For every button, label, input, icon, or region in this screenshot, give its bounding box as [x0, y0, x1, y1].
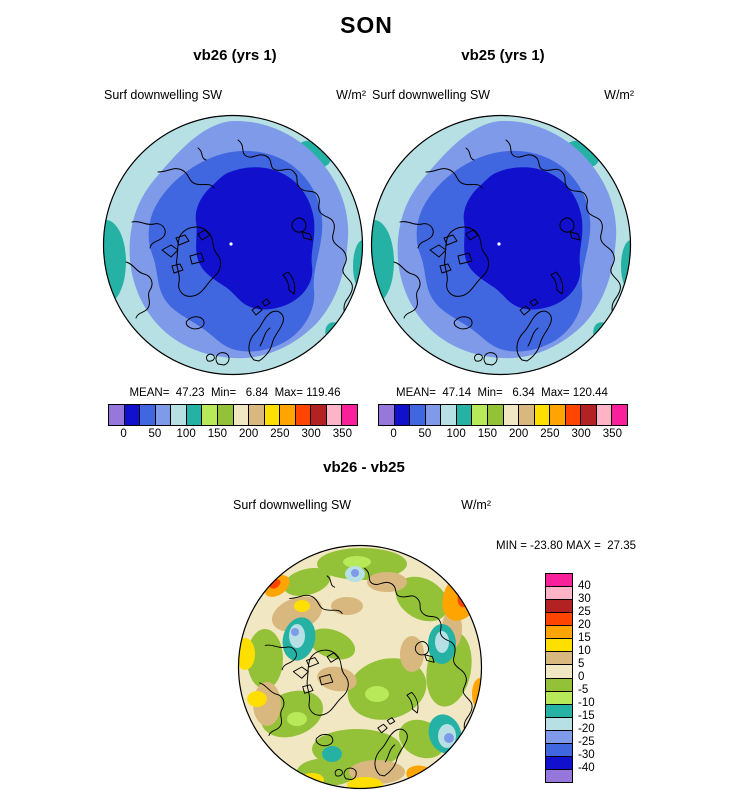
- colorbar-tick-label: 100: [446, 428, 466, 440]
- diff-units-label: W/m²: [461, 498, 491, 512]
- arctic-map-vb26: [102, 114, 364, 376]
- colorbar-segment: [546, 665, 572, 678]
- colorbar-tick-label: 150: [207, 428, 227, 440]
- colorbar-segment: [546, 705, 572, 718]
- colorbar-segment: [546, 639, 572, 652]
- colorbar-segment: [535, 405, 551, 425]
- colorbar-tick-label: -15: [578, 710, 595, 722]
- colorbar-segment: [546, 744, 572, 757]
- colorbar-tick-label: 30: [578, 593, 591, 605]
- colorbar-tick-label: 50: [148, 428, 162, 440]
- colorbar-segment: [109, 405, 125, 425]
- colorbar-segment: [472, 405, 488, 425]
- diff-colorbar-labels: [578, 573, 622, 781]
- field-label-vb25: Surf downwelling SW: [372, 88, 491, 102]
- season-title: SON: [340, 12, 393, 38]
- units-label-vb26: W/m²: [336, 88, 366, 102]
- colorbar-tick-label: -30: [578, 749, 595, 761]
- colorbar-tick-label: 350: [332, 428, 352, 440]
- colorbar-tick-label: -20: [578, 723, 595, 735]
- subtitle-row-vb26: [104, 88, 366, 102]
- colorbar-segment: [546, 718, 572, 731]
- colorbar-tick-label: 350: [602, 428, 622, 440]
- colorbar-tick-label: -5: [578, 684, 589, 696]
- panel-title-vb25: vb25 (yrs 1): [461, 47, 545, 64]
- colorbar-tick-label: 250: [270, 428, 290, 440]
- colorbar-tick-label: 40: [578, 580, 591, 592]
- colorbar-segment: [504, 405, 520, 425]
- colorbar-segment: [546, 679, 572, 692]
- stats-line-vb26: MEAN= 47.23 Min= 6.84 Max= 119.46: [129, 387, 341, 399]
- colorbar-segment: [234, 405, 250, 425]
- diff-minmax: MIN = -23.80 MAX = 27.35: [496, 540, 636, 552]
- colorbar-tick-label: 0: [578, 671, 585, 683]
- colorbar-tick-label: 100: [176, 428, 196, 440]
- colorbar-tick-label: 25: [578, 606, 591, 618]
- colorbar-tick-label: -10: [578, 697, 595, 709]
- colorbar-segment: [156, 405, 172, 425]
- colorbar-segment: [171, 405, 187, 425]
- colorbar-tick-label: 10: [578, 645, 591, 657]
- colorbar-segment: [546, 613, 572, 626]
- colorbar-segment: [457, 405, 473, 425]
- colorbar-tick-label: 15: [578, 632, 591, 644]
- colorbar-segment: [546, 757, 572, 770]
- colorbar-tick-label: 5: [578, 658, 585, 670]
- sw-colorbar-ticks-vb26: [108, 428, 358, 442]
- diff-field-label: Surf downwelling SW: [233, 498, 352, 512]
- colorbar-tick-label: 150: [477, 428, 497, 440]
- colorbar-segment: [488, 405, 504, 425]
- colorbar-segment: [581, 405, 597, 425]
- sw-colorbar-vb25: [378, 404, 628, 426]
- diff-map: [237, 544, 483, 790]
- colorbar-tick-label: 0: [120, 428, 127, 440]
- colorbar-tick-label: 200: [239, 428, 259, 440]
- colorbar-tick-label: 50: [418, 428, 432, 440]
- colorbar-segment: [426, 405, 442, 425]
- panel-title-vb26: vb26 (yrs 1): [193, 47, 277, 64]
- arctic-map-vb25: [370, 114, 632, 376]
- colorbar-segment: [441, 405, 457, 425]
- colorbar-segment: [546, 731, 572, 744]
- colorbar-segment: [296, 405, 312, 425]
- colorbar-tick-label: 200: [509, 428, 529, 440]
- sw-colorbar-vb26: [108, 404, 358, 426]
- colorbar-segment: [202, 405, 218, 425]
- colorbar-tick-label: 300: [301, 428, 321, 440]
- colorbar-segment: [546, 587, 572, 600]
- colorbar-segment: [566, 405, 582, 425]
- colorbar-segment: [410, 405, 426, 425]
- subtitle-row-vb25: [372, 88, 634, 102]
- colorbar-segment: [519, 405, 535, 425]
- colorbar-segment: [280, 405, 296, 425]
- colorbar-segment: [546, 574, 572, 587]
- colorbar-segment: [546, 626, 572, 639]
- colorbar-segment: [140, 405, 156, 425]
- colorbar-tick-label: -25: [578, 736, 595, 748]
- colorbar-tick-label: -40: [578, 762, 595, 774]
- stats-line-vb25: MEAN= 47.14 Min= 6.34 Max= 120.44: [396, 387, 608, 399]
- colorbar-segment: [546, 652, 572, 665]
- colorbar-segment: [546, 600, 572, 613]
- colorbar-segment: [550, 405, 566, 425]
- units-label-vb25: W/m²: [604, 88, 634, 102]
- colorbar-tick-label: 0: [390, 428, 397, 440]
- colorbar-tick-label: 300: [571, 428, 591, 440]
- colorbar-segment: [218, 405, 234, 425]
- colorbar-tick-label: 250: [540, 428, 560, 440]
- colorbar-segment: [311, 405, 327, 425]
- sw-colorbar-ticks-vb25: [378, 428, 628, 442]
- diff-title: vb26 - vb25: [323, 459, 405, 476]
- colorbar-segment: [327, 405, 343, 425]
- diff-colorbar: [545, 573, 573, 783]
- colorbar-segment: [187, 405, 203, 425]
- colorbar-segment: [125, 405, 141, 425]
- colorbar-segment: [249, 405, 265, 425]
- colorbar-segment: [612, 405, 627, 425]
- colorbar-segment: [379, 405, 395, 425]
- colorbar-segment: [342, 405, 357, 425]
- colorbar-segment: [395, 405, 411, 425]
- colorbar-tick-label: 20: [578, 619, 591, 631]
- colorbar-segment: [597, 405, 613, 425]
- colorbar-segment: [546, 770, 572, 782]
- colorbar-segment: [265, 405, 281, 425]
- diff-subtitle-row: [233, 498, 491, 512]
- field-label-vb26: Surf downwelling SW: [104, 88, 223, 102]
- colorbar-segment: [546, 692, 572, 705]
